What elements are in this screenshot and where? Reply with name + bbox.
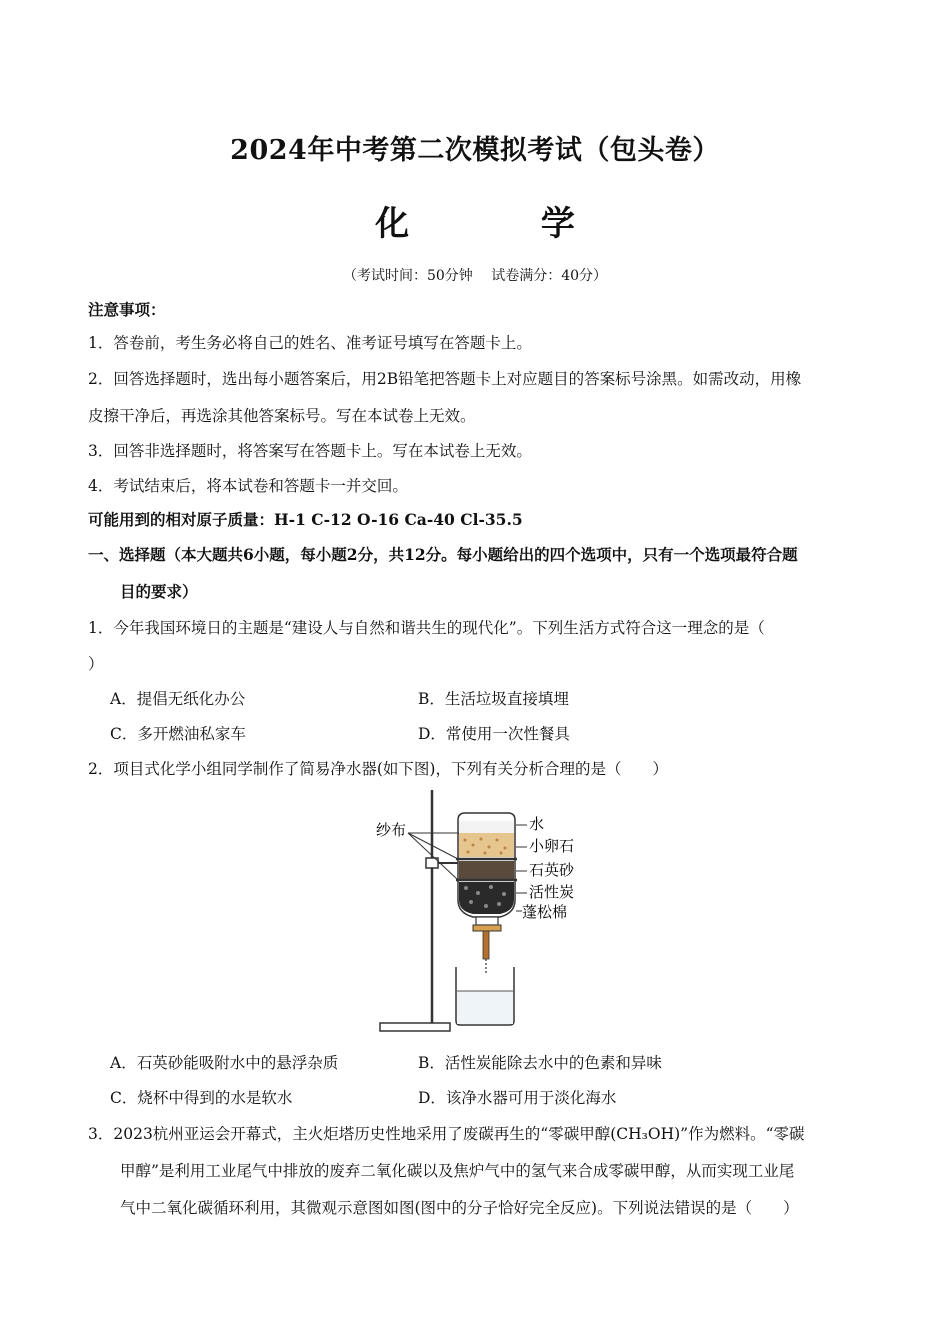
beaker-water <box>457 991 513 1024</box>
label-water: 水 <box>529 815 545 833</box>
atomic-masses: 可能用到的相对原子质量：H-1 C-12 O-16 Ca-40 Cl-35.5 <box>88 510 523 529</box>
q1-option-b: B．生活垃圾直接填埋 <box>418 690 569 708</box>
page-title: 2024年中考第二次模拟考试（包头卷） <box>230 135 720 166</box>
q1-option-d: D．常使用一次性餐具 <box>418 725 570 743</box>
bottle-neck <box>476 917 498 925</box>
section-heading-cont: 目的要求） <box>120 582 198 601</box>
section-heading: 一、选择题（本大题共6小题，每小题2分，共12分。每小题给出的四个选项中，只有一个选项最符合题 <box>88 545 798 564</box>
subject-title: 化 学 <box>375 204 635 244</box>
q3-stem-cont: 气中二氧化碳循环利用，其微观示意图如图(图中的分子恰好完全反应)。下列说法错误的是（ ） <box>120 1199 799 1217</box>
q2-option-d: D．该净水器可用于淡化海水 <box>418 1089 617 1107</box>
note-item: 3．回答非选择题时，将答案写在答题卡上。写在本试卷上无效。 <box>88 442 532 460</box>
exam-info: （考试时间：50分钟 试卷满分：40分） <box>342 268 608 284</box>
q2-stem: 2．项目式化学小组同学制作了简易净水器(如下图)，下列有关分析合理的是（ ） <box>88 760 668 778</box>
q1-stem: 1．今年我国环境日的主题是“建设人与自然和谐共生的现代化”。下列生活方式符合这一理念的是（ <box>88 619 765 637</box>
water-purifier-figure <box>370 785 600 1040</box>
notes-heading: 注意事项： <box>88 300 166 319</box>
q2-option-a: A．石英砂能吸附水中的悬浮杂质 <box>110 1054 339 1072</box>
pebbles-layer <box>459 833 514 857</box>
label-pebbles: 小卵石 <box>529 837 575 855</box>
note-item: 1．答卷前，考生务必将自己的姓名、准考证号填写在答题卡上。 <box>88 334 532 352</box>
q1-stem-cont: ） <box>88 655 104 673</box>
note-item: 2．回答选择题时，选出每小题答案后，用2B铅笔把答题卡上对应题目的答案标号涂黑。如需改动，用橡 <box>88 370 802 388</box>
q1-option-c: C．多开燃油私家车 <box>110 725 246 743</box>
water-layer <box>459 821 514 833</box>
label-carbon: 活性炭 <box>529 883 575 901</box>
q3-stem: 3．2023杭州亚运会开幕式，主火炬塔历史性地采用了废碳再生的“零碳甲醇(CH₃OH)”作为燃料。“零碳 <box>88 1125 805 1143</box>
q3-stem-cont: 甲醇”是利用工业尾气中排放的废弃二氧化碳以及焦炉气中的氢气来合成零碳甲醇，从而实现工业尾 <box>120 1162 795 1180</box>
q1-option-a: A．提倡无纸化办公 <box>110 690 246 708</box>
label-cotton: 蓬松棉 <box>522 903 568 921</box>
label-gauze: 纱布 <box>376 821 407 839</box>
label-quartz: 石英砂 <box>529 861 575 879</box>
stand-base <box>380 1023 450 1031</box>
quartz-sand-layer <box>459 861 514 879</box>
note-item: 4．考试结束后，将本试卷和答题卡一并交回。 <box>88 477 408 495</box>
tube <box>483 931 489 959</box>
bottle-cap <box>473 925 501 931</box>
note-item: 皮擦干净后，再选涂其他答案标号。写在本试卷上无效。 <box>88 407 476 425</box>
q2-option-c: C．烧杯中得到的水是软水 <box>110 1089 293 1107</box>
q2-option-b: B．活性炭能除去水中的色素和异味 <box>418 1054 662 1072</box>
